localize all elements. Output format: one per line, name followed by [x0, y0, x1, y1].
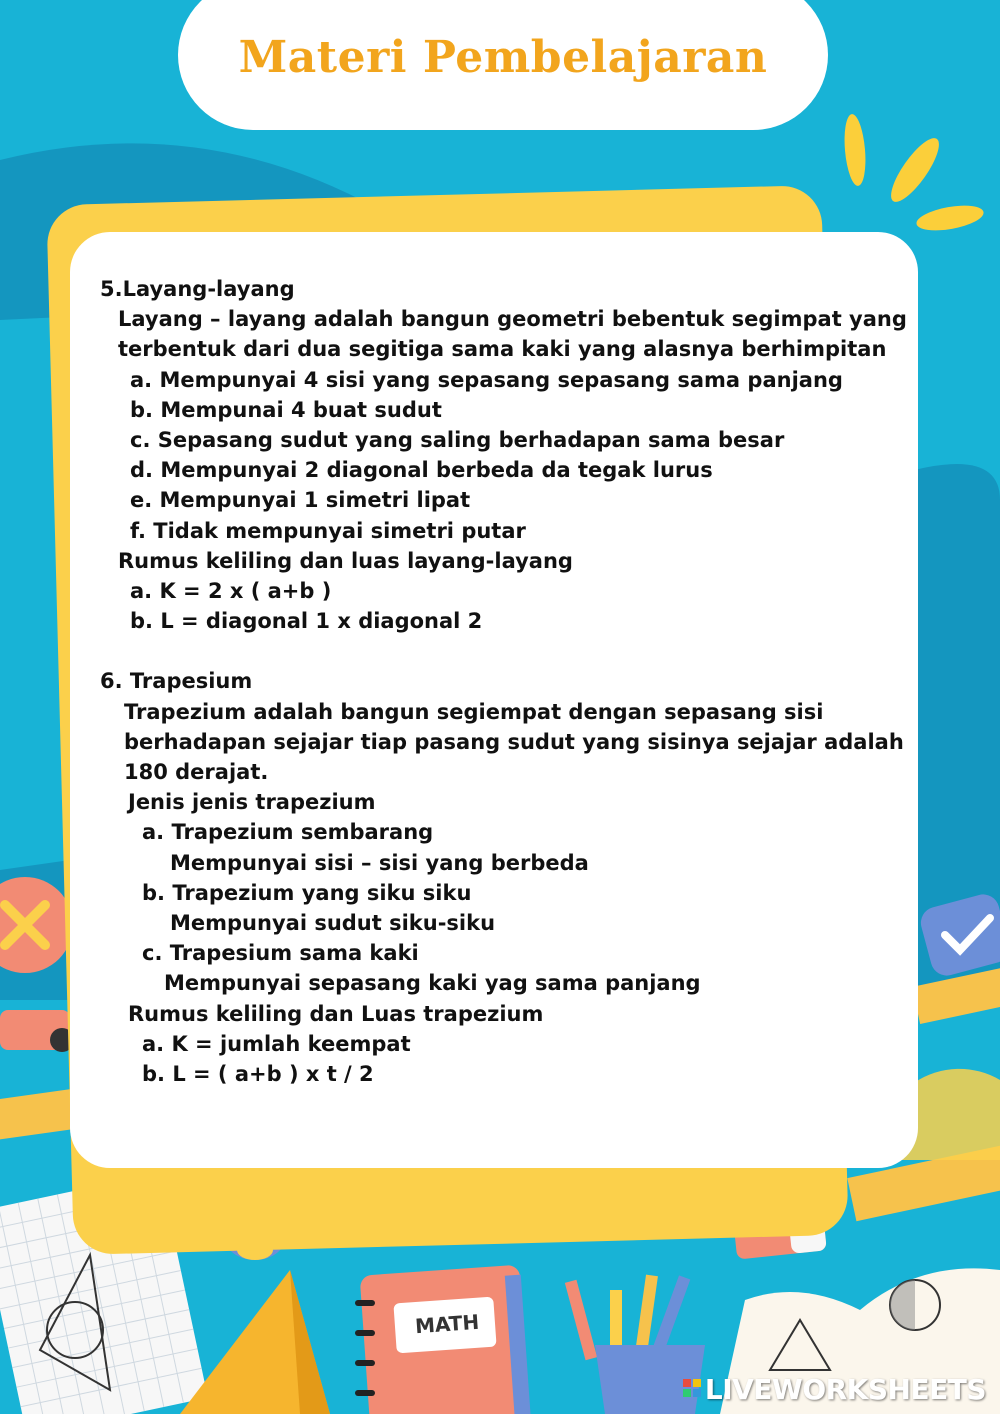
formula-heading: Rumus keliling dan Luas trapezium: [128, 1001, 544, 1026]
property-item: a. Mempunyai 4 sisi yang sepasang sepasang sama panjang: [130, 367, 843, 392]
pyramid-icon: [180, 1270, 330, 1414]
formula-item: b. L = ( a+b ) x t / 2: [142, 1061, 374, 1086]
formula-item: a. K = jumlah keempat: [142, 1031, 411, 1056]
math-book-icon: [355, 1265, 531, 1414]
math-book-label: MATH: [414, 1309, 480, 1339]
type-name: b. Trapezium yang siku siku: [142, 880, 472, 905]
property-item: c. Sepasang sudut yang saling berhadapan sama besar: [130, 427, 785, 452]
lesson-content: [100, 274, 907, 1089]
formula-item: b. L = diagonal 1 x diagonal 2: [130, 609, 483, 634]
property-item: b. Mempunai 4 buat sudut: [130, 397, 442, 422]
type-name: a. Trapezium sembarang: [142, 820, 434, 845]
intro-line: Trapezium adalah bangun segiempat dengan sepasang sisi: [124, 699, 824, 724]
page-title: Materi Pembelajaran: [238, 32, 768, 83]
section-heading-layang: 5.Layang-layang: [100, 277, 295, 301]
watermark-text: LIVEWORKSHEETS: [704, 1373, 986, 1406]
type-desc: Mempunyai sisi – sisi yang berbeda: [170, 850, 589, 875]
liveworksheets-logo-icon: [683, 1377, 701, 1405]
type-desc: Mempunyai sudut siku-siku: [170, 910, 496, 935]
formula-item: a. K = 2 x ( a+b ): [130, 578, 332, 603]
intro-line: 180 derajat.: [124, 760, 269, 784]
intro-line: Layang – layang adalah bangun geometri bebentuk segimpat yang: [118, 307, 907, 332]
formula-heading: Rumus keliling dan luas layang-layang: [118, 548, 573, 573]
type-name: c. Trapesium sama kaki: [142, 941, 419, 966]
property-item: d. Mempunyai 2 diagonal berbeda da tegak lurus: [130, 458, 713, 483]
type-desc: Mempunyai sepasang kaki yag sama panjang: [164, 971, 701, 996]
section-heading-trapesium: 6. Trapesium: [100, 669, 253, 694]
sun-rays-icon: [842, 113, 985, 234]
property-item: f. Tidak mempunyai simetri putar: [130, 518, 526, 543]
types-heading: Jenis jenis trapezium: [128, 790, 376, 815]
property-item: e. Mempunyai 1 simetri lipat: [130, 488, 471, 513]
compass-icon: [0, 1010, 74, 1052]
intro-line: terbentuk dari dua segitiga sama kaki yang alasnya berhimpitan: [118, 337, 887, 362]
intro-line: berhadapan sejajar tiap pasang sudut yang sisinya sejajar adalah: [124, 729, 904, 754]
liveworksheets-watermark[interactable]: [683, 1373, 986, 1406]
